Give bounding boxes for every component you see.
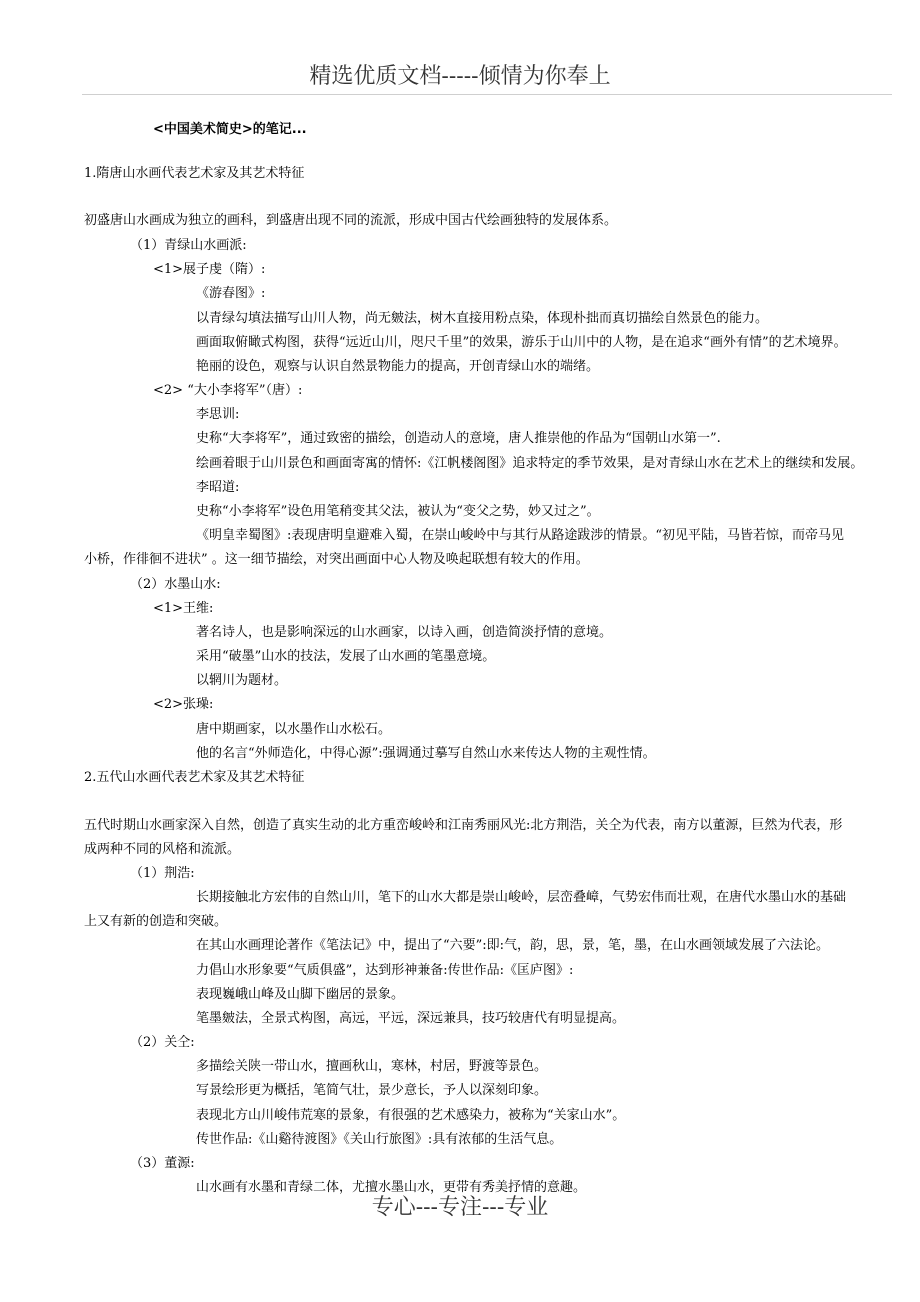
- item-heading: <1>王维:: [153, 601, 214, 616]
- text-line: 绘画着眼于山川景色和画面寄寓的情怀:《江帆楼阁图》追求特定的季节效果，是对青绿山水在艺术上的继续和发展。: [196, 456, 864, 471]
- text-line: 笔墨皴法，全景式构图，高远，平远，深远兼具，技巧较唐代有明显提高。: [196, 1011, 626, 1026]
- text-line: 传世作品:《山谿待渡图》《关山行旅图》:具有浓郁的生活气息。: [196, 1132, 563, 1147]
- text-line: 山水画有水墨和青绿二体，尤擅水墨山水，更带有秀美抒情的意趣。: [196, 1180, 587, 1195]
- text-line: 在其山水画理论著作《笔法记》中，提出了“六要”:即:气，韵，思，景，笔，墨，在山水画领域发展了六法论。: [196, 938, 830, 953]
- section-heading: 1.隋唐山水画代表艺术家及其艺术特征: [84, 166, 305, 181]
- text-line: 画面取俯瞰式构图，获得“远近山川，咫尺千里”的效果，游乐于山川中的人物，是在追求“画外有情”的艺术境界。: [196, 335, 847, 350]
- text-line: 写景绘形更为概括，笔简气壮，景少意长，予人以深刻印象。: [196, 1083, 548, 1098]
- text-line: 表现北方山川峻伟荒寒的景象，有很强的艺术感染力，被称为“关家山水”。: [196, 1108, 626, 1123]
- text-line: 以辋川为题材。: [196, 673, 288, 688]
- text-line: 长期接触北方宏伟的自然山川，笔下的山水大都是崇山峻岭，层峦叠嶂，气势宏伟而壮观，在唐代水墨山水的基础: [196, 890, 847, 905]
- text-line: 史称“小李将军”设色用笔稍变其父法，被认为“变父之势，妙又过之”。: [196, 504, 600, 519]
- paragraph: 五代时期山水画家深入自然，创造了真实生动的北方重峦峻岭和江南秀丽风光:北方荆浩，关仝为代表，南方以董源，巨然为代表，形: [84, 818, 843, 833]
- text-line: 《游春图》:: [196, 286, 266, 301]
- text-line: 以青绿勾填法描写山川人物，尚无皴法，树木直接用粉点染，体现朴拙而真切描绘自然景色的能力。: [196, 311, 769, 326]
- item-heading: <2>张璪:: [153, 697, 214, 712]
- paragraph: 初盛唐山水画成为独立的画科，到盛唐出现不同的流派，形成中国古代绘画独特的发展体系。: [84, 213, 618, 228]
- subsection-heading: （3）董源:: [130, 1156, 195, 1171]
- text-line: 上又有新的创造和突破。: [84, 914, 228, 929]
- text-line: 唐中期画家，以水墨作山水松石。: [196, 722, 392, 737]
- text-line: 史称“大李将军”，通过致密的描绘，创造动人的意境，唐人推崇他的作品为“国朝山水第一”.: [196, 431, 721, 446]
- item-heading: <1>展子虔（隋）:: [153, 262, 266, 277]
- text-line: 采用“破墨”山水的技法，发展了山水画的笔墨意境。: [196, 649, 496, 664]
- text-line: 表现巍峨山峰及山脚下幽居的景象。: [196, 987, 405, 1002]
- page-footer: 专心---专注---专业: [371, 1195, 549, 1220]
- header-divider: [82, 94, 892, 95]
- paragraph: 成两种不同的风格和流派。: [84, 842, 241, 857]
- text-line: 《明皇幸蜀图》:表现唐明皇避难入蜀，在崇山峻岭中与其行从路途跋涉的情景。“初见平陆，马皆若惊，而帝马见: [196, 528, 845, 543]
- text-line: 力倡山水形象要“气质俱盛”，达到形神兼备:传世作品:《匡庐图》:: [196, 963, 574, 978]
- page-header: 精选优质文档-----倾情为你奉上: [309, 64, 611, 89]
- doc-title: <中国美术简史>的笔记...: [153, 122, 307, 137]
- subsection-heading: （2）关仝:: [130, 1035, 195, 1050]
- text-line: 小桥，作徘徊不进状” 。这一细节描绘，对突出画面中心人物及唤起联想有较大的作用。: [84, 552, 589, 567]
- text-line: 著名诗人，也是影响深远的山水画家，以诗入画，创造简淡抒情的意境。: [196, 625, 613, 640]
- text-line: 艳丽的设色，观察与认识自然景物能力的提高，开创青绿山水的端绪。: [196, 359, 600, 374]
- text-line: 李昭道:: [196, 480, 240, 495]
- subsection-heading: （1）青绿山水画派:: [130, 238, 247, 253]
- section-heading: 2.五代山水画代表艺术家及其艺术特征: [84, 770, 305, 785]
- item-heading: <2> “大小李将军”（唐）:: [153, 383, 303, 398]
- text-line: 李思训:: [196, 407, 240, 422]
- text-line: 他的名言“外师造化，中得心源”:强调通过摹写自然山水来传达人物的主观性情。: [196, 746, 656, 761]
- subsection-heading: （2）水墨山水:: [130, 577, 221, 592]
- text-line: 多描绘关陕一带山水，擅画秋山，寒林，村居，野渡等景色。: [196, 1059, 548, 1074]
- subsection-heading: （1）荆浩:: [130, 866, 195, 881]
